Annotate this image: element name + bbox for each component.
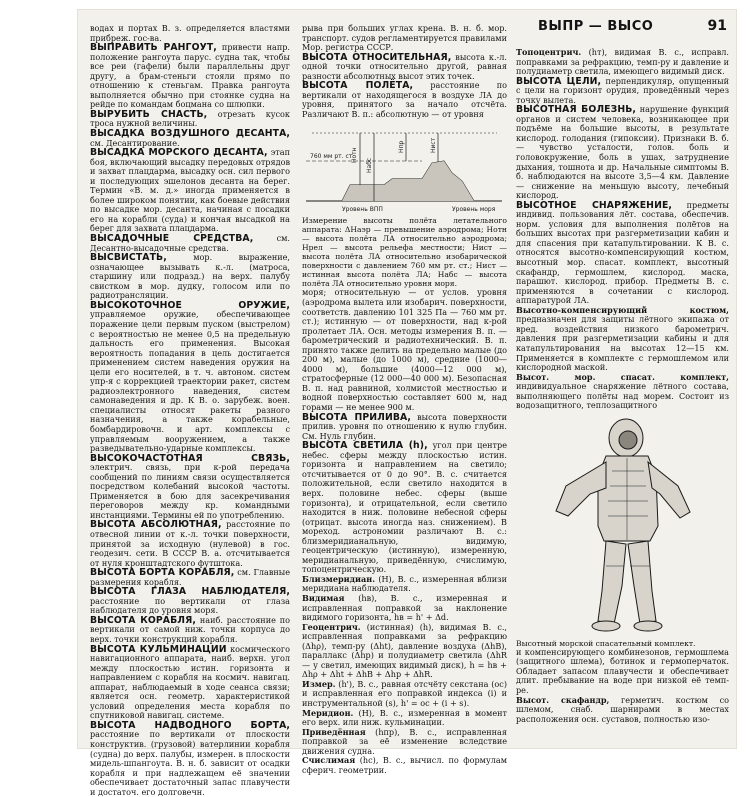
- entry-headword: ВЫСАДКА МОРСКОГО ДЕСАНТА,: [90, 147, 268, 159]
- entry-headword: ВЫСОТА КУЛЬМИНАЦИИ: [90, 643, 227, 655]
- entry-headword: Геоцентрич.: [302, 621, 361, 632]
- entry: [90, 616, 290, 645]
- entry: [302, 441, 507, 575]
- entry: [90, 587, 290, 616]
- entry: [90, 234, 290, 253]
- entry: [90, 43, 290, 110]
- entry-text: привести напр. положение рангоута парус. судна так, чтобы все реи (гафели) были параллельны друг другу, а брам-стеньги стояли прямо по отношению к стеньгам. Правка рангоута выполняется обычно при стоянке судна на рейде по командам боцмана со шлюпки.: [90, 42, 291, 110]
- label-rel: Нотн: [351, 147, 358, 164]
- entry: [90, 129, 290, 148]
- entry-text: индивидуальное снаряжение лётного состава, выполняющего полёты над морем. Состоит из водозащитного, теплозащитного: [516, 381, 729, 411]
- entry-text: моря; относительную — от услов. уровня (аэродрома вылета или изобарич. поверхности, соответств. давлению 101 325 Па — 760 мм рт. ст.); истинную — от поверхности, над к-рой пролетает ЛА. Осн. методы измерения В. п. — барометрический и радиотехнический. В. п. принято также делить на предельно малые (до 200 м), малые (до 1000 м), средние (1000—4000 м), большие (4000—12 000 м), стратосферные (12 000—40 000 м). Безопасная В. п. над равниной, холмистой местностью и водной поверхностью составляет 600 м, над горами — не менее 900 м.: [302, 287, 507, 413]
- entry-headword: ВЫСОТА БОРТА КОРАБЛЯ,: [90, 567, 235, 579]
- label-runway: Уровень ВПП: [342, 206, 383, 214]
- running-title: ВЫПР — ВЫСО: [538, 19, 654, 34]
- illustration-caption: Высотный морской спасательный комплект.: [516, 638, 696, 648]
- entry: [90, 520, 290, 568]
- page-number: 91: [707, 18, 727, 34]
- entry-text: (h'), В. с., равная отсчёту секстана (ос) и исправленная его поправкой индекса (i) и инструментальной (s), h' = ос + (i + s).: [302, 678, 507, 708]
- entry-headword: Близмеридиан.: [302, 573, 376, 584]
- entry-headword: Видимая: [302, 592, 345, 603]
- dictionary-page: [78, 10, 736, 797]
- left-leg: [598, 541, 626, 624]
- right-leg: [628, 541, 656, 624]
- entry: [516, 105, 729, 200]
- entry-text: высота поверхности прилив. уровня по отношению к нулю глубин. См. Нуль глубин.: [302, 411, 507, 441]
- entry-text: управляемое оружие, обеспечивающее поражение цели первым пуском (выстрелом) с вероятностью не менее 0,5 на предельную дальность его применения. Высокая вероятность попадания в цель достигается применением систем наведения оружия на цели его носителей, в т. ч. автоном. систем упр-я с коррекцией траектории ракет, систем радиоэлектронного наведения, систем самонаведения и др. К В. о. зарубеж. воен. специалисты относят ракеты разного назначения, а также корабельные, бомбардировочн. и арт. комплексы с управляемым вооружением, а также разведывательно-ударные комплексы.: [90, 309, 290, 454]
- entry-headword: ВЫСОТНОЕ СНАРЯЖЕНИЕ,: [516, 199, 673, 211]
- entry-headword: ВЫСОКОЧАСТОТНАЯ СВЯЗЬ,: [90, 452, 290, 464]
- entry: [90, 721, 290, 797]
- sea-rescue-suit-illustration: [548, 416, 698, 636]
- entry-text: предназначен для защиты лётного экипажа от вред. воздействия низкого барометрич. давления при разгерметизации кабины и для катапультирования на высотах 12—15 км. Применяется в комплекте с гермошлемом или кислородной маской.: [516, 314, 729, 373]
- entry-text: этап боя, включающий высадку передовых отрядов и захват плацдарма, высадку осн. сил первого и последующих эшелонов десанта на берег. Термин «В. м. д.» иногда применяется в более широком понятии, как боевые действия по высадке мор. десанта, начиная с посадки его на корабли (суда) и кончая высадкой на берег для захвата плацдарма.: [90, 147, 290, 234]
- column-left: [90, 23, 291, 797]
- entry-headword: Приведённая: [302, 726, 366, 737]
- entry-text: (hт), видимая В. с., исправл. поправками за рефракцию, темп-ру и давление и полудиаметр светила, имеющего видимый диск.: [516, 47, 729, 77]
- label-760: 760 мм рт. ст.: [310, 153, 355, 161]
- entry: [516, 48, 729, 77]
- left-boot: [592, 621, 620, 631]
- entry: [302, 756, 507, 775]
- entry: [90, 645, 290, 721]
- entry: [516, 648, 729, 696]
- entry-headword: Измер.: [302, 678, 336, 689]
- entry-headword: ВЫСОТА ПОЛЁТА,: [302, 80, 414, 92]
- entry-text: (истинная) (h), видимая В. с., исправленная поправками за рефракцию (Δhρ), темп-ру (Δht), давление воздуха (ΔhB), параллакс (Δhp) и полудиаметр светила (ΔhR — у светил, имеющих видимый диск), h = hв + Δhρ + Δht + ΔhB + Δhp + ΔhR.: [302, 621, 507, 680]
- entry-text: нарушение функций органов и систем человека, возникающее при подъёме на большие высоты, в результате кислород. голодания (гипоксии). Признаки В. б. — чувство усталости, голов. боль и головокружение, боль в ушах, затруднение дыхания, тошнота и др. Начальные симптомы В. б. наблюдаются на высоте 3,5—4 км. Давление — снижение на меньшую высоту, лечебный кислород.: [516, 104, 729, 201]
- entry-headword: ВЫСОТА НАДВОДНОГО БОРТА,: [90, 719, 290, 731]
- entry: [302, 413, 507, 442]
- entry: [90, 454, 290, 521]
- entry-text: угол при центре небес. сферы между плоскостью истин. горизонта и направлением на светило; отсчитывается от 0 до 90°. В. с. считается положительной, если светило находится в верх. половине небес. сферы (выше горизонта), и отрицательной, если светило находится в ниж. половине небесной сферы (отрицат. высота иногда наз. снижением). В мореход. астрономии различают В. с.: близмеридианальную, видимую, геоцентрическую (истинную), измеренную, меридианальную, приведённую, счислимую, топоцентрическую.: [302, 440, 507, 575]
- entry-text: см. Десантирование.: [90, 137, 180, 148]
- diagram-caption: Измерение высоты полёта летательного аппарата: ΔНаэр — превышение аэродрома; Нотн — высота полёта ЛА относительно аэродрома; Нрел — высота рельефа местности; Нист — высота полёта ЛА относительно изобарической поверхности с давлением 760 мм рт. ст.; Нист — истинная высота полёта ЛА; Набс — высота полёта ЛА относительно уровня моря.: [302, 216, 507, 289]
- entry-text: электрич. связь, при к-рой передача сообщений по линиям связи осуществляется посредством колебаний высокой частоты. Применяется в бою для засекречивания переговоров между кр. командными инстанциями. Термины ей по употреблению.: [90, 462, 290, 520]
- entry: [302, 728, 507, 757]
- entry: [302, 53, 507, 82]
- flight-altitude-diagram: [302, 121, 507, 213]
- entry-headword: ВЫСОКОТОЧНОЕ ОРУЖИЕ,: [90, 299, 290, 311]
- entry-text: см. Главные размерения корабля.: [90, 567, 291, 587]
- entry-text: (hпр), В. с., исправленная поправкой за её изменение вследствие движения судна.: [302, 726, 507, 756]
- entry-headword: Высот. скафандр,: [516, 694, 610, 705]
- entry-text: (hв), В. с., измеренная и исправленная поправкой за наклонение видимого горизонта, hв = h' + Δd.: [302, 592, 507, 623]
- column-middle: [302, 23, 508, 775]
- entry-headword: Топоцентрич.: [516, 47, 582, 57]
- entry-headword: ВЫПРАВИТЬ РАНГОУТ,: [90, 42, 217, 54]
- entry: [302, 594, 507, 623]
- entry-text: предметы индивид. пользования лёт. состава, обеспечив. норм. условия для выполнения полётов на больших высотах при разгерметизации кабин и для спасения при катапультировании. К В. с. относятся высотно-компенсирующий костюм, высотный мор. спасат. комплект, высотный скафандр, гермошлем, кислород. маска, парашют. кислород. прибор. Предметы В. с. применяются в сочетании с кислород. аппаратурой ЛА.: [516, 199, 729, 306]
- entry-text: герметич. костюм со шлемом, снаб. шарнирами в местах расположения осн. суставов, полностью изо-: [516, 694, 729, 724]
- label-std: Нпр: [398, 141, 405, 154]
- entry-text: см. Десантно-высадочные средства.: [90, 233, 290, 253]
- entry: [516, 696, 729, 725]
- entry-text: (hc), В. с., вычисл. по формулам сферич. геометрии.: [302, 755, 508, 775]
- entry-text: (H), В. с., измеренная в момент его верх. или ниж. кульминации.: [302, 707, 507, 728]
- entry: [90, 568, 290, 587]
- entry-headword: ВЫСОТА ЦЕЛИ,: [516, 75, 602, 87]
- entry-text: высота к.-л. одной точки относительно другой, равная разности абсолютных высот этих точек.: [302, 51, 507, 81]
- entry: [302, 288, 507, 412]
- entry-text: космического навигационного аппарата, наиб. верхн. угол между плоскостью истин. горизонта и направлением с корабля на космич. навигац. аппарат, наблюдаемый в ходе сеанса связи; является осн. геометр. характеристикой условий определения места корабля по спутниковой навигац. системе.: [90, 643, 290, 721]
- entry-headword: ВЫСОТНАЯ БОЛЕЗНЬ,: [516, 104, 637, 116]
- entry: [90, 148, 290, 234]
- entry-text: рыва при больших углах крена. В. н. б. мор. транспорт. судов регламентируется правилами Мор. регистра СССР.: [302, 23, 507, 53]
- entry: [90, 110, 290, 129]
- entry-headword: Высотно-компенсирующий костюм,: [516, 304, 729, 315]
- entry: [90, 24, 290, 43]
- entry-headword: ВЫСОТА КОРАБЛЯ,: [90, 614, 197, 626]
- entry-headword: ВЫСАДОЧНЫЕ СРЕДСТВА,: [90, 233, 254, 245]
- label-abs: Набс: [366, 158, 373, 174]
- entry-text: расстояние по вертикали от находящегося в воздухе ЛА до уровня, принятого за начало отсчёта. Различают В. п.: абсолютную — от уровня: [302, 80, 507, 119]
- entry-headword: ВЫСОТА ОТНОСИТЕЛЬНАЯ,: [302, 51, 452, 63]
- entry: [302, 623, 507, 680]
- entry-headword: ВЫСОТА СВЕТИЛА (h),: [302, 440, 428, 452]
- entry-text: (H), В. с., измеренная вблизи меридиана наблюдателя.: [302, 573, 507, 594]
- entry-text: наиб. расстояние по вертикали от самой ниж. точки корпуса до верх. точки конструкций корабля.: [90, 614, 291, 644]
- right-boot: [634, 621, 662, 631]
- entry: [302, 709, 507, 728]
- entry-text: расстояние по вертикали от глаза наблюдателя до уровня моря.: [90, 595, 290, 616]
- entry: [516, 201, 729, 306]
- label-sea: Уровень моря: [452, 206, 496, 214]
- entry: [302, 680, 507, 709]
- entry-headword: Счислимая: [302, 755, 356, 766]
- entry-headword: ВЫСОТА ПРИЛИВА,: [302, 411, 411, 423]
- entry: [516, 306, 729, 373]
- entry-text: перпендикуляр, опущенный с цели на горизонт орудия, проведённый через точку вылета.: [516, 75, 729, 105]
- entry-headword: ВЫСАДКА ВОЗДУШНОГО ДЕСАНТА,: [90, 128, 290, 140]
- entry-text: водах и портах В. з. определяется властями прибреж. гос-ва.: [90, 23, 290, 43]
- entry-text: отрезать кусок троса нужной величины.: [90, 108, 290, 129]
- entry: [302, 575, 507, 594]
- entry-headword: Меридион.: [302, 707, 354, 718]
- entry-headword: ВЫСВИСТАТЬ,: [90, 252, 167, 264]
- entry: [302, 81, 507, 119]
- entry-headword: ВЫСОТА ГЛАЗА НАБЛЮДАТЕЛЯ,: [90, 586, 290, 598]
- entry-text: мор. выражение, означающее вызывать к.-л. (матроса, старшину или подразд.) на верх. палубу свистком в мор. дудку, голосом или по радиотрансляции.: [90, 252, 291, 301]
- entry: [516, 77, 729, 106]
- entry-text: расстояние по вертикали от плоскости конструктив. (грузовой) ватерлинии корабля (судна) до верх. палубы, измерен. в плоскости мидель-шпангоута. В. н. б. зависит от осадки корабля и при надлежащем её значении обеспечивает достаточный запас плавучести и достаточ. его долговечн.: [90, 729, 290, 797]
- entry-text: расстояние по отвесной линии от к.-л. точки поверхности, принятой за исходную (нулевой) в гос. геодезич. сети. В СССР В. а. отсчитывается от нуля кронштадтского футштока.: [90, 519, 291, 568]
- entry: [302, 24, 507, 53]
- label-true: Нист: [430, 138, 437, 154]
- entry-headword: ВЫСОТА АБСОЛЮТНАЯ,: [90, 519, 222, 531]
- terrain-fill: [342, 161, 474, 201]
- column-right: [516, 24, 729, 742]
- entry: [90, 253, 290, 301]
- entry: [90, 301, 290, 454]
- entry-headword: ВЫРУБИТЬ СНАСТЬ,: [90, 108, 208, 120]
- entry-headword: Высот. мор. спасат. комплект,: [516, 371, 729, 382]
- entry-text: и компенсирующего комбинезонов, гермошлема (защитного шлема), ботинок и гермоперчаток. Обладает запасом плавучести и обеспечивает длит. пребывание на воде при низкой её темп-ре.: [516, 646, 729, 695]
- entry: [516, 373, 729, 411]
